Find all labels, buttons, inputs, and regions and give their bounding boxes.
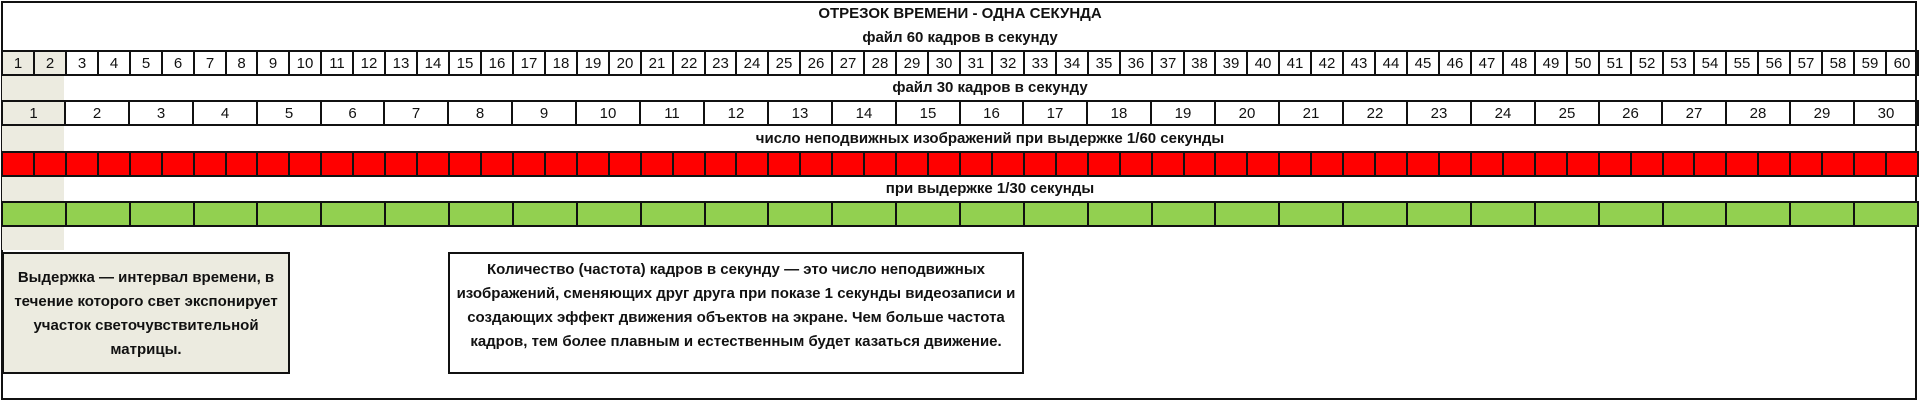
frame-30-cell: 4 xyxy=(192,100,258,126)
still-1-60-cell xyxy=(256,151,290,177)
frame-60-cell: 43 xyxy=(1342,50,1376,76)
frame-60-cell: 27 xyxy=(831,50,865,76)
still-1-30-cell xyxy=(1598,201,1664,227)
still-1-30-cell xyxy=(1725,201,1791,227)
frame-60-cell: 39 xyxy=(1214,50,1248,76)
frame-60-cell: 17 xyxy=(512,50,546,76)
still-1-60-cell xyxy=(480,151,514,177)
frame-60-cell: 42 xyxy=(1310,50,1344,76)
frame-60-cell: 59 xyxy=(1853,50,1887,76)
frame-30-cell: 16 xyxy=(959,100,1024,126)
still-1-30-cell xyxy=(129,201,195,227)
still-1-60-cell xyxy=(1374,151,1408,177)
note-frame-rate: Количество (частота) кадров в секунду — это число неподвижных изображений, сменяющих друг друга при показе 1 секунды видеозаписи и создающих эффект движения объектов на экране. Чем больше частота кадров, тем более плавным и естественным будет казаться движение. xyxy=(448,252,1024,374)
still-1-60-cell xyxy=(672,151,706,177)
still-1-60-cell xyxy=(288,151,322,177)
still-1-60-cell xyxy=(1,151,35,177)
frame-60-cell: 51 xyxy=(1598,50,1632,76)
frame-30-cell: 13 xyxy=(767,100,833,126)
frame-60-cell: 55 xyxy=(1725,50,1759,76)
frame-30-cell: 30 xyxy=(1853,100,1919,126)
frame-30-cell: 7 xyxy=(383,100,449,126)
frame-60-cell: 32 xyxy=(991,50,1025,76)
frame-60-cell: 22 xyxy=(672,50,706,76)
frame-30-cell: 18 xyxy=(1086,100,1152,126)
still-1-30-cell xyxy=(704,201,769,227)
frame-60-cell: 36 xyxy=(1119,50,1153,76)
still-1-60-cell xyxy=(1310,151,1344,177)
frame-60-cell: 52 xyxy=(1630,50,1664,76)
still-1-60-cell xyxy=(1087,151,1121,177)
frame-60-cell: 41 xyxy=(1278,50,1312,76)
frame-30-cell: 9 xyxy=(511,100,577,126)
still-1-30-cell xyxy=(1023,201,1089,227)
still-1-60-cell xyxy=(1789,151,1823,177)
still-1-60-cell xyxy=(959,151,993,177)
still-1-60-cell xyxy=(1853,151,1887,177)
frame-60-cell: 2 xyxy=(33,50,67,76)
frame-30-cell: 10 xyxy=(575,100,641,126)
still-1-30-cell xyxy=(895,201,961,227)
still-1-60-cell xyxy=(512,151,546,177)
frame-60-cell: 54 xyxy=(1693,50,1727,76)
frame-60-cell: 25 xyxy=(767,50,801,76)
still-1-30-cell xyxy=(384,201,450,227)
frame-30-cell: 17 xyxy=(1022,100,1088,126)
still-1-60-cell xyxy=(1534,151,1568,177)
still-1-30-cell xyxy=(576,201,642,227)
still-1-30-cell xyxy=(1,201,67,227)
still-1-30-cell xyxy=(1853,201,1919,227)
still-1-60-cell xyxy=(129,151,163,177)
still-1-60-cell xyxy=(927,151,961,177)
still-1-60-cell xyxy=(991,151,1025,177)
frame-30-cell: 28 xyxy=(1725,100,1791,126)
still-1-30-cell xyxy=(767,201,833,227)
still-1-60-cell xyxy=(1502,151,1536,177)
still-1-30-cell xyxy=(1470,201,1536,227)
frame-30-cell: 29 xyxy=(1789,100,1855,126)
still-1-60-cell xyxy=(320,151,354,177)
still-1-60-cell xyxy=(225,151,258,177)
still-1-60-cell xyxy=(1757,151,1791,177)
frame-30-cell: 23 xyxy=(1406,100,1472,126)
frame-60-cell: 50 xyxy=(1566,50,1600,76)
frame-30-cell: 15 xyxy=(895,100,961,126)
frame-60-cell: 37 xyxy=(1151,50,1185,76)
still-1-30-cell xyxy=(193,201,258,227)
still-1-60-cell xyxy=(1438,151,1472,177)
frame-60-cell: 47 xyxy=(1470,50,1504,76)
frame-60-cell: 31 xyxy=(959,50,993,76)
still-1-60-cell xyxy=(895,151,929,177)
still-1-60-cell xyxy=(1598,151,1632,177)
frame-60-cell: 46 xyxy=(1438,50,1472,76)
frame-60-cell: 19 xyxy=(576,50,610,76)
still-1-30-cell xyxy=(1151,201,1216,227)
still-1-60-cell xyxy=(1406,151,1440,177)
still-1-60-cell xyxy=(97,151,131,177)
frame-30-cell: 5 xyxy=(256,100,322,126)
still-1-60-cell xyxy=(1566,151,1600,177)
still-1-60-cell xyxy=(1214,151,1248,177)
still-1-60-cell xyxy=(65,151,99,177)
still-1-60-cell xyxy=(1470,151,1504,177)
frame-60-cell: 10 xyxy=(288,50,322,76)
still-1-60-cell xyxy=(1725,151,1759,177)
still-1-60-cell xyxy=(767,151,801,177)
frame-30-cell: 1 xyxy=(1,100,66,126)
frame-60-cell: 12 xyxy=(352,50,386,76)
still-1-60-cell xyxy=(1151,151,1185,177)
still-1-60-cell xyxy=(831,151,865,177)
frame-30-cell: 19 xyxy=(1150,100,1216,126)
frame-60-cell: 24 xyxy=(735,50,769,76)
header-60fps: файл 60 кадров в секунду xyxy=(862,29,1058,46)
still-1-60-cell xyxy=(1693,151,1727,177)
still-1-60-cell xyxy=(1630,151,1664,177)
frame-30-cell: 3 xyxy=(128,100,194,126)
still-1-60-cell xyxy=(1055,151,1089,177)
still-1-60-cell xyxy=(1119,151,1153,177)
frame-60-cell: 45 xyxy=(1406,50,1440,76)
still-1-60-cell xyxy=(1662,151,1695,177)
frame-60-cell: 23 xyxy=(704,50,737,76)
still-1-30-cell xyxy=(448,201,514,227)
frame-60-cell: 57 xyxy=(1789,50,1823,76)
frame-30-cell: 14 xyxy=(831,100,897,126)
still-1-60-cell xyxy=(1342,151,1376,177)
still-1-60-cell xyxy=(608,151,642,177)
still-1-60-cell xyxy=(640,151,674,177)
frame-30-cell: 22 xyxy=(1342,100,1408,126)
still-1-30-cell xyxy=(1534,201,1600,227)
frame-60-cell: 20 xyxy=(608,50,642,76)
still-1-60-cell xyxy=(1278,151,1312,177)
frame-60-cell: 35 xyxy=(1087,50,1121,76)
still-1-60-cell xyxy=(33,151,67,177)
frame-60-cell: 49 xyxy=(1534,50,1568,76)
still-1-60-cell xyxy=(416,151,450,177)
frame-60-cell: 6 xyxy=(161,50,195,76)
header-still-1-60: число неподвижных изображений при выдержке 1/60 секунды xyxy=(755,130,1225,147)
frame-60-cell: 34 xyxy=(1055,50,1089,76)
diagram-title: ОТРЕЗОК ВРЕМЕНИ - ОДНА СЕКУНДА xyxy=(818,5,1102,22)
frame-60-cell: 58 xyxy=(1821,50,1855,76)
still-1-60-cell xyxy=(161,151,195,177)
frame-60-cell: 33 xyxy=(1023,50,1057,76)
frame-60-cell: 26 xyxy=(799,50,833,76)
still-1-30-cell xyxy=(640,201,706,227)
frame-60-cell: 5 xyxy=(129,50,163,76)
frame-60-cell: 14 xyxy=(416,50,450,76)
still-1-60-cell xyxy=(193,151,227,177)
still-1-60-cell xyxy=(544,151,578,177)
frame-60-cell: 9 xyxy=(256,50,290,76)
frame-30-cell: 12 xyxy=(703,100,769,126)
still-1-30-cell xyxy=(1789,201,1855,227)
frame-60-cell: 15 xyxy=(448,50,482,76)
still-1-30-cell xyxy=(1342,201,1408,227)
frame-30-cell: 20 xyxy=(1214,100,1280,126)
still-1-60-cell xyxy=(799,151,833,177)
still-1-30-cell xyxy=(1406,201,1472,227)
frame-60-cell: 16 xyxy=(480,50,514,76)
still-1-30-cell xyxy=(1278,201,1344,227)
still-1-60-cell xyxy=(863,151,897,177)
frame-60-cell: 60 xyxy=(1885,50,1919,76)
still-1-60-cell xyxy=(704,151,737,177)
frame-30-cell: 26 xyxy=(1598,100,1663,126)
still-1-30-cell xyxy=(1087,201,1153,227)
frame-30-cell: 8 xyxy=(447,100,513,126)
frame-60-cell: 40 xyxy=(1246,50,1280,76)
frame-60-cell: 7 xyxy=(193,50,227,76)
frame-30-cell: 11 xyxy=(639,100,705,126)
frame-60-cell: 18 xyxy=(544,50,578,76)
still-1-60-cell xyxy=(1246,151,1280,177)
frame-60-cell: 3 xyxy=(65,50,99,76)
still-1-60-cell xyxy=(384,151,418,177)
frame-60-cell: 13 xyxy=(384,50,418,76)
still-1-60-cell xyxy=(1023,151,1057,177)
header-30fps: файл 30 кадров в секунду xyxy=(892,79,1088,96)
frame-60-cell: 30 xyxy=(927,50,961,76)
still-1-30-cell xyxy=(512,201,578,227)
frame-30-cell: 2 xyxy=(64,100,130,126)
frame-60-cell: 21 xyxy=(640,50,674,76)
still-1-30-cell xyxy=(1214,201,1280,227)
frame-60-cell: 8 xyxy=(225,50,258,76)
still-1-60-cell xyxy=(352,151,386,177)
still-1-60-cell xyxy=(1885,151,1919,177)
frame-30-cell: 24 xyxy=(1470,100,1536,126)
still-1-30-cell xyxy=(65,201,131,227)
note-exposure: Выдержка — интервал времени, в течение которого свет экспонирует участок светочувствительной матрицы. xyxy=(2,252,290,374)
frame-60-cell: 53 xyxy=(1662,50,1695,76)
still-1-60-cell xyxy=(448,151,482,177)
frame-60-cell: 38 xyxy=(1183,50,1216,76)
still-1-60-cell xyxy=(1183,151,1216,177)
frame-30-cell: 27 xyxy=(1661,100,1727,126)
frame-60-cell: 1 xyxy=(1,50,35,76)
frame-60-cell: 4 xyxy=(97,50,131,76)
still-1-30-cell xyxy=(831,201,897,227)
still-1-60-cell xyxy=(1821,151,1855,177)
frame-60-cell: 56 xyxy=(1757,50,1791,76)
still-1-30-cell xyxy=(256,201,322,227)
frame-60-cell: 48 xyxy=(1502,50,1536,76)
header-still-1-30: при выдержке 1/30 секунды xyxy=(885,180,1095,197)
frame-30-cell: 6 xyxy=(320,100,385,126)
frame-60-cell: 28 xyxy=(863,50,897,76)
frame-30-cell: 21 xyxy=(1278,100,1344,126)
frame-60-cell: 29 xyxy=(895,50,929,76)
frame-30-cell: 25 xyxy=(1534,100,1600,126)
frame-60-cell: 44 xyxy=(1374,50,1408,76)
still-1-60-cell xyxy=(735,151,769,177)
frame-60-cell: 11 xyxy=(320,50,354,76)
still-1-30-cell xyxy=(1662,201,1727,227)
still-1-30-cell xyxy=(320,201,386,227)
still-1-30-cell xyxy=(959,201,1025,227)
still-1-60-cell xyxy=(576,151,610,177)
